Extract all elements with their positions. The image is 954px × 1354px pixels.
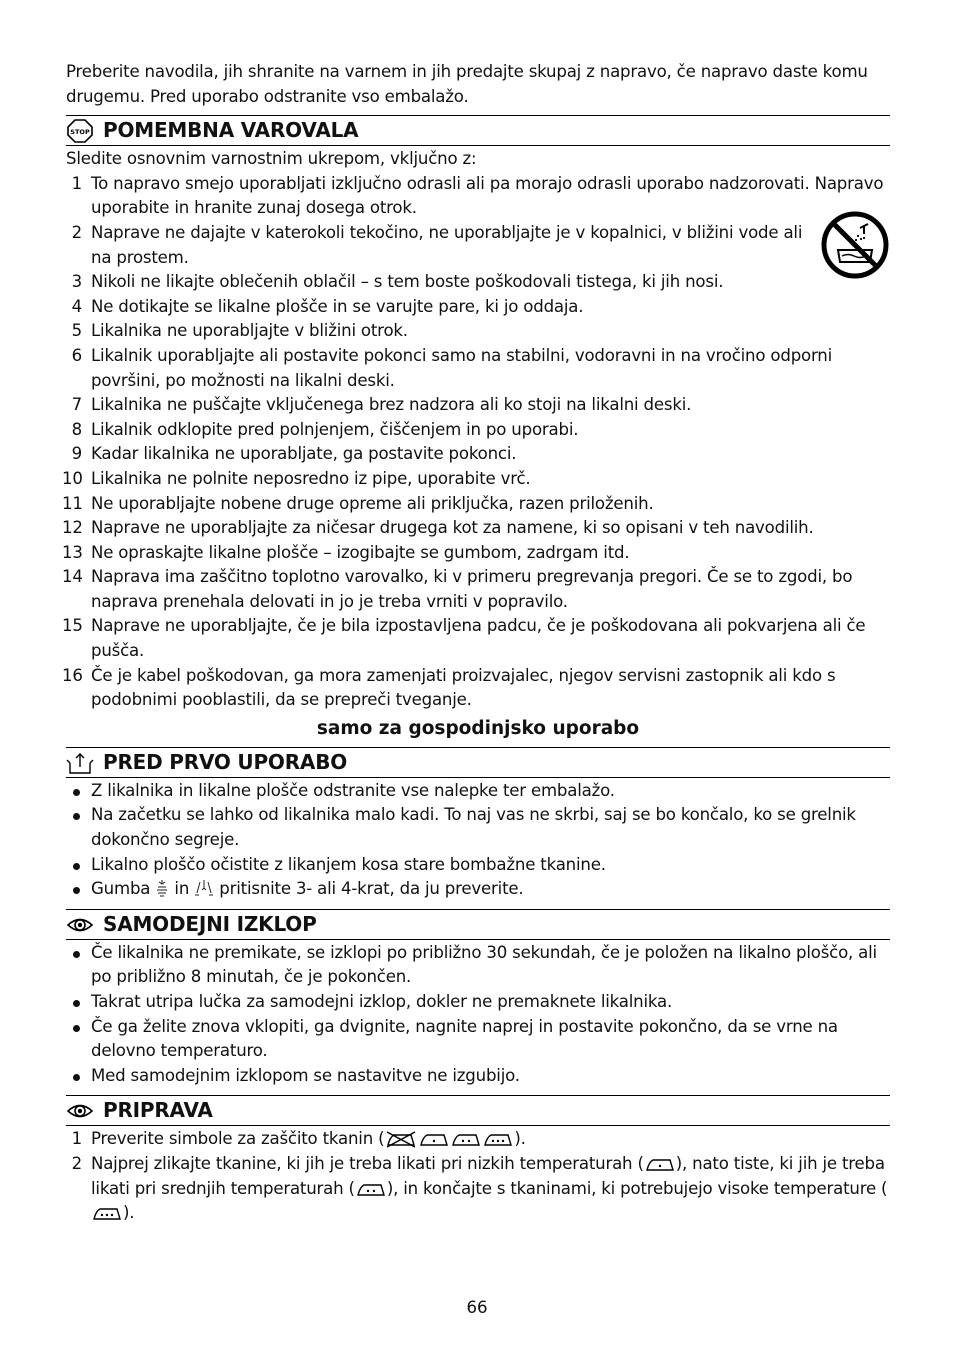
list-item: 13 Ne opraskajte likalne plošče – izogibajte se gumbom, zadrgam itd. <box>62 542 630 562</box>
list-item: Takrat utripa lučka za samodejni izklop, dokler ne premaknete likalnika. <box>66 990 890 1015</box>
iron-two-dots-icon <box>355 1180 387 1198</box>
list-item: 10 Likalnika ne polnite neposredno iz pipe, uporabite vrč. <box>62 468 531 488</box>
first-use-list <box>66 779 890 902</box>
iron-two-dots-icon <box>450 1130 482 1148</box>
iron-three-dots-icon <box>91 1204 123 1222</box>
unpack-box-icon <box>66 751 94 775</box>
list-item: 2 Najprej zlikajte tkanine, ki jih je treba likati pri nizkih temperaturah ( ), nato tiste, ki jih je treba likati pri srednjih temperaturah ( ), in končajte s tkaninami, ki potrebujejo visoke temperature (). <box>71 1153 888 1223</box>
list-item: 7 Likalnika ne puščajte vključenega brez nadzora ali ko stoji na likalni deski. <box>71 395 692 415</box>
preparation-list <box>66 1127 890 1225</box>
iron-three-dots-icon <box>482 1130 514 1148</box>
safety-list <box>62 172 890 713</box>
section-title-first-use: PRED PRVO UPORABO <box>103 749 348 774</box>
section-header-safety <box>66 115 890 146</box>
list-item: Med samodejnim izklopom se nastavitve ne izgubijo. <box>66 1064 890 1089</box>
list-item: 11 Ne uporabljajte nobene druge opreme ali priključka, razen priloženih. <box>62 493 654 513</box>
stop-icon <box>66 119 94 143</box>
list-item: 9 Kadar likalnika ne uporabljate, ga postavite pokonci. <box>71 444 517 464</box>
no-iron-icon <box>384 1130 418 1148</box>
list-item: 8 Likalnik odklopite pred polnjenjem, čiščenjem in po uporabi. <box>71 419 579 439</box>
list-item: 4 Ne dotikajte se likalne plošče in se varujte pare, ki jo oddaja. <box>71 296 584 316</box>
section-title-preparation: PRIPRAVA <box>103 1098 213 1123</box>
page-number: 66 <box>466 1298 488 1317</box>
list-item: 5 Likalnika ne uporabljajte v bližini otrok. <box>71 321 408 341</box>
intro-paragraph: Preberite navodila, jih shranite na varnem in jih predajte skupaj z napravo, če napravo daste komu drugemu. Pred uporabo odstranite vso embalažo. <box>66 62 868 106</box>
household-use-note: samo za gospodinjsko uporabo <box>316 717 640 739</box>
list-item: 1 Preverite simbole za zaščito tkanin ( ). <box>71 1129 526 1149</box>
document-page <box>62 60 890 1226</box>
iron-one-dot-icon <box>644 1155 676 1173</box>
steam-burst-button-icon <box>194 878 214 898</box>
section-title-auto-off: SAMODEJNI IZKLOP <box>103 911 317 936</box>
list-item: 15 Naprave ne uporabljajte, če je bila izpostavljena padcu, če je poškodovana ali pokvarjena ali če pušča. <box>62 616 866 661</box>
list-item: Na začetku se lahko od likalnika malo kadi. To naj vas ne skrbi, saj se bo končalo, ko se grelnik dokončno segreje. <box>66 803 890 852</box>
list-item: Likalno ploščo očistite z likanjem kosa stare bombažne tkanine. <box>66 853 890 878</box>
eye-icon <box>66 1099 94 1123</box>
section-header-auto-off <box>66 909 890 940</box>
list-item: Z likalnika in likalne plošče odstranite vse nalepke ter embalažo. <box>66 779 890 804</box>
spray-button-icon <box>155 878 169 898</box>
list-item: 12 Naprave ne uporabljajte za ničesar drugega kot za namene, ki so opisani v teh navodilih. <box>62 518 814 538</box>
list-item: 14 Naprava ima zaščitno toplotno varovalko, ki v primeru pregrevanja pregori. Če se to zgodi, bo naprava prenehala delovati in jo je treba vrniti v popravilo. <box>62 567 853 611</box>
list-item: 1 To napravo smejo uporabljati izključno odrasli ali pa morajo odrasli uporabo nadzorovati. Napravo uporabite in hranite zunaj dosega otrok. <box>71 173 884 218</box>
section-header-first-use <box>66 747 890 778</box>
list-item: Če likalnika ne premikate, se izklopi po približno 30 sekundah, če je položen na likalno ploščo, ali po približno 8 minutah, če je pokončen. <box>66 941 890 990</box>
auto-off-list <box>66 941 890 1089</box>
iron-one-dot-icon <box>418 1130 450 1148</box>
safety-lead: Sledite osnovnim varnostnim ukrepom, vključno z: <box>66 149 477 169</box>
list-item: 3 Nikoli ne likajte oblečenih oblačil – s tem boste poškodovali tistega, ki jih nosi. <box>71 272 724 292</box>
section-title-safety: POMEMBNA VAROVALA <box>103 118 359 143</box>
list-item: 16 Če je kabel poškodovan, ga mora zamenjati proizvajalec, njegov servisni zastopnik ali kdo s podobnimi pooblastili, da se prepreči tveganje. <box>62 665 836 710</box>
section-header-preparation <box>66 1095 890 1126</box>
list-item: 6 Likalnik uporabljajte ali postavite pokonci samo na stabilni, vodoravni in na vročino odporni površini, po možnosti na likalni deski. <box>71 345 833 390</box>
list-item: Če ga želite znova vklopiti, ga dvignite, nagnite naprej in postavite pokončno, da se vrne na delovno temperaturo. <box>66 1015 890 1064</box>
eye-icon <box>66 913 94 937</box>
no-bath-warning-icon <box>820 210 890 280</box>
svg-text:STOP: STOP <box>70 128 90 137</box>
list-item: Gumba in pritisnite 3- ali 4-krat, da ju preverite. <box>66 877 890 902</box>
list-item: 2 Naprave ne dajajte v katerokoli tekočino, ne uporabljajte je v kopalnici, v bližini vode ali na prostem. <box>71 222 803 267</box>
